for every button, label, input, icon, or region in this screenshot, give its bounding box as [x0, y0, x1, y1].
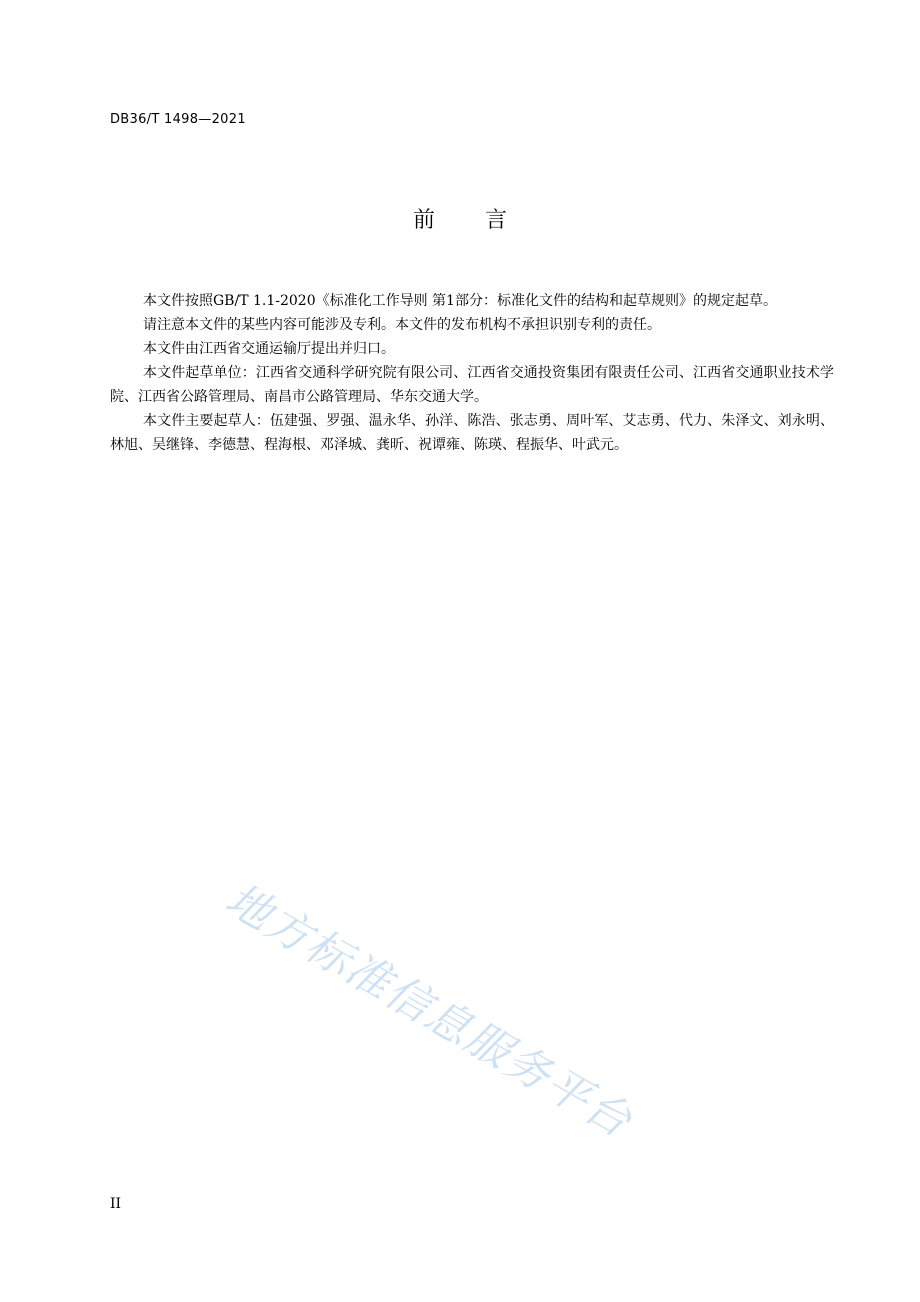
document-code: DB36/T 1498—2021	[110, 112, 246, 127]
page-title	[0, 206, 920, 236]
title-char-2: 言	[485, 208, 508, 233]
paragraph-standard-basis: 本文件按照GB/T 1.1-2020《标准化工作导则 第1部分：标准化文件的结构和起草规则》的规定起草。	[143, 293, 777, 309]
paragraph-patent-notice: 请注意本文件的某些内容可能涉及专利。本文件的发布机构不承担识别专利的责任。	[143, 317, 661, 333]
paragraph-proposer: 本文件由江西省交通运输厅提出并归口。	[143, 341, 395, 357]
paragraph-drafters: 本文件主要起草人：伍建强、罗强、温永华、孙洋、陈浩、张志勇、周叶军、艾志勇、代力、朱泽文、刘永明、林旭、吴继锋、李德慧、程海根、邓泽城、龚昕、祝谭雍、陈瑛、程振华、叶武元。	[110, 413, 834, 453]
watermark: 地方标准信息服务平台	[217, 873, 641, 1148]
page-number: II	[110, 1196, 122, 1212]
paragraph-drafting-units: 本文件起草单位：江西省交通科学研究院有限公司、江西省交通投资集团有限责任公司、江西省交通职业技术学院、江西省公路管理局、南昌市公路管理局、华东交通大学。	[110, 365, 834, 405]
title-char-1: 前	[412, 208, 435, 233]
foreword-body	[110, 289, 834, 457]
